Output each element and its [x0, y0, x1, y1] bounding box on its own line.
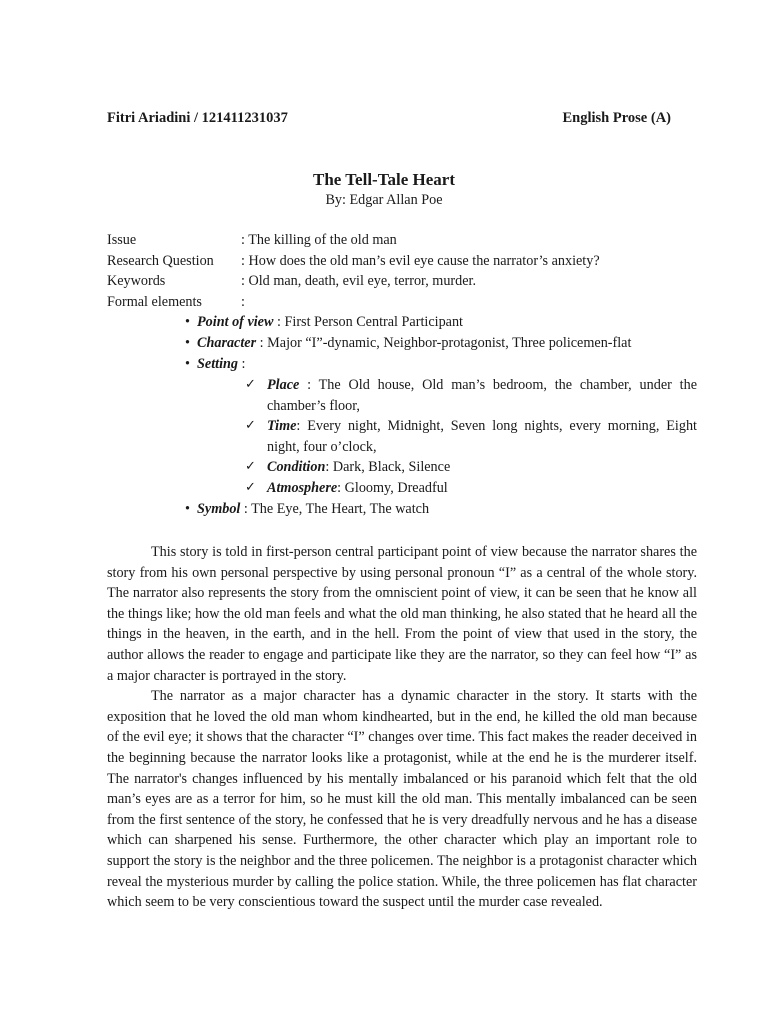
bullet-icon: • — [185, 314, 190, 330]
bullet-point-of-view — [185, 312, 705, 333]
meta-value: : — [241, 293, 245, 310]
term-text: : The Eye, The Heart, The watch — [240, 500, 430, 517]
check-text — [267, 375, 697, 416]
term: Place — [267, 377, 300, 393]
meta-label: Research Question — [107, 252, 214, 269]
term-text: : The Old house, Old man’s bedroom, the chamber, under the chamber’s floor, — [267, 377, 697, 414]
meta-label: Issue — [107, 232, 137, 248]
paragraph-character: The narrator as a major character has a dynamic character in the story. It starts with the exposition that he loved the old man whom kindhearted, but in the end, he killed the old man because of the evil eye; it shows that the character “I” changes over time. This fact makes the reader deceived in the beginning because the narrator looks like a protagonist, while at the end he is the murderer itself. The narrator's changes influenced by his mentally imbalanced or his paranoid which felt that the old man’s eyes are as a terror for him, so he must kill the old man. This mentally imbalanced can be seen from the first sentence of the story, he confessed that he is very dreadfully nervous and he has a disease which can sharpened his sense. Furthermore, the other character which play an important role to support the story is the neighbor and the three policemen. The neighbor is a protagonist character which reveal the mysterious murder by calling the police station. While, the three policemen has flat character which seem to be very conscientious toward the suspect until the murder case revealed. — [107, 688, 697, 911]
term: Point of view — [197, 314, 274, 330]
term: Condition — [267, 459, 326, 476]
paragraph-point-of-view: This story is told in first-person central participant point of view because the narrator shares the story from his own personal perspective by using personal pronoun “I” as a central of the whole story. The narrator also represents the story from the omniscient point of view, it can be seen that he know all the things like; how the old man feels and what the old man thinking, he also stated that he heard all the things in the heaven, in the earth, and in the hell. From the point of view that used in the story, the author allows the reader to engage and participate like they are the narrator, so they can feel how “I” as a major character is portrayed in the story. — [107, 544, 697, 684]
term-text: : Dark, Black, Silence — [325, 459, 451, 476]
term: Character — [197, 335, 257, 351]
term: Time — [267, 418, 297, 435]
essay-body — [107, 542, 697, 913]
meta-value: : Old man, death, evil eye, terror, murder. — [241, 273, 477, 289]
checkmark-icon: ✓ — [245, 459, 256, 475]
document-title: The Tell-Tale Heart — [313, 170, 455, 189]
meta-table — [107, 230, 707, 312]
check-text — [267, 478, 697, 499]
setting-checklist — [245, 375, 697, 499]
term-text: : First Person Central Participant — [273, 314, 463, 330]
header — [107, 110, 671, 127]
checkmark-icon: ✓ — [245, 418, 256, 434]
meta-row-research-question — [107, 251, 707, 272]
term-text: : Gloomy, Dreadful — [337, 479, 448, 496]
meta-label: Formal elements — [107, 293, 202, 310]
term: Atmosphere — [267, 479, 338, 496]
formal-elements-list — [185, 312, 705, 520]
meta-label: Keywords — [107, 273, 166, 289]
term: Setting — [197, 356, 238, 372]
check-text — [267, 457, 697, 478]
check-item-condition — [245, 457, 697, 478]
meta-row-formal-elements — [107, 292, 707, 313]
term-text: : Every night, Midnight, Seven long nights, every morning, Eight night, four o’clock, — [267, 418, 697, 455]
term-text: : — [238, 356, 246, 372]
checkmark-icon: ✓ — [245, 377, 256, 392]
byline: By: Edgar Allan Poe — [325, 192, 443, 208]
meta-value: : The killing of the old man — [241, 232, 397, 248]
check-item-time — [245, 416, 697, 457]
checkmark-icon: ✓ — [245, 479, 256, 495]
bullet-setting — [185, 354, 705, 375]
author-id: Fitri Ariadini / 121411231037 — [107, 110, 288, 126]
bullet-icon: • — [185, 500, 190, 517]
check-item-place — [245, 375, 697, 416]
meta-row-keywords — [107, 271, 707, 292]
meta-value: : How does the old man’s evil eye cause the narrator’s anxiety? — [241, 252, 600, 269]
meta-row-issue — [107, 230, 707, 251]
term: Symbol — [197, 500, 241, 517]
bullet-character — [185, 333, 705, 354]
check-item-atmosphere — [245, 478, 697, 499]
check-text — [267, 416, 697, 457]
bullet-icon: • — [185, 356, 190, 372]
bullet-icon: • — [185, 335, 190, 351]
bullet-symbol — [185, 499, 705, 520]
term-text: : Major “I”-dynamic, Neighbor-protagonist, Three policemen-flat — [256, 335, 632, 351]
course-name: English Prose (A) — [562, 110, 671, 126]
